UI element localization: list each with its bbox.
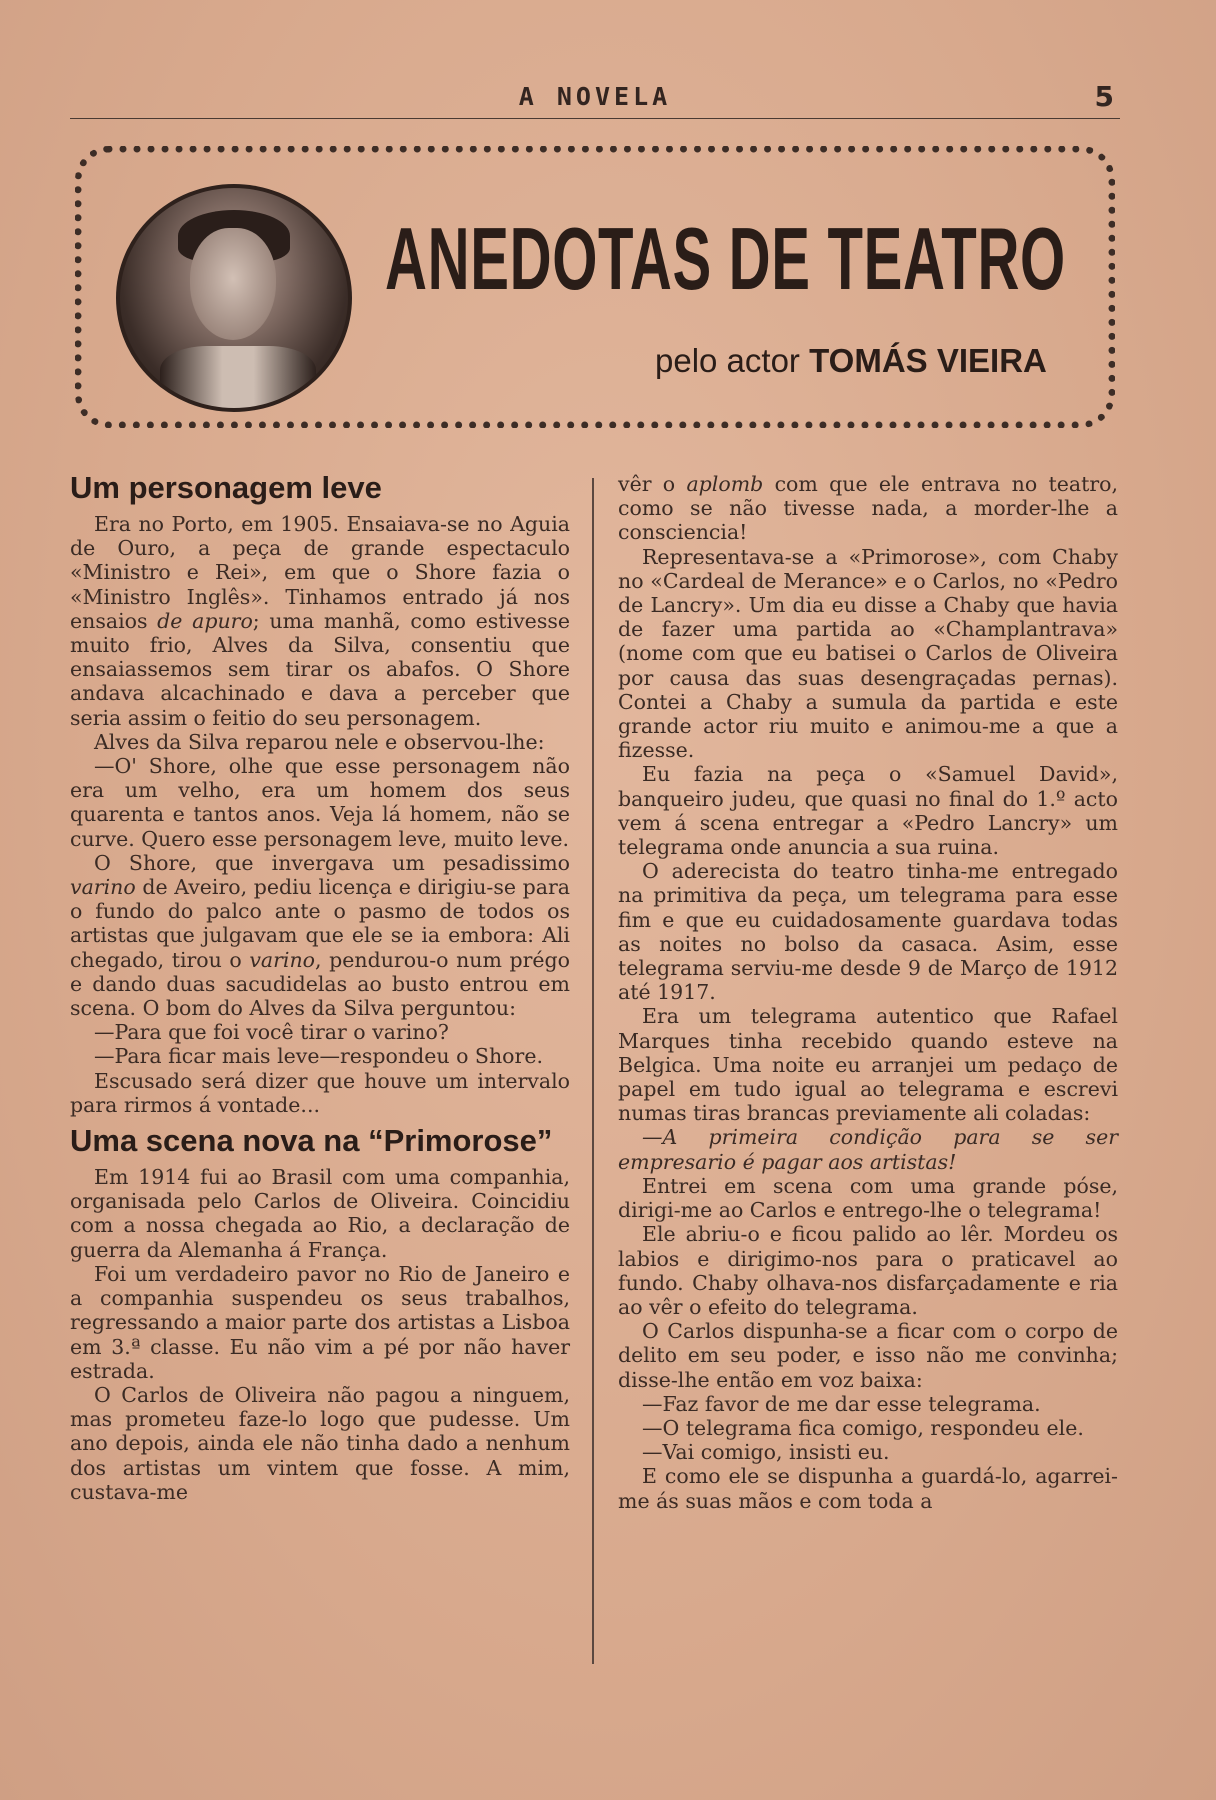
right-column (618, 472, 1118, 1513)
article-paragraph: O Carlos de Oliveira não pagou a ninguem, mas prometeu faze-lo logo que pudesse. Um ano depois, ainda ele não tinha dado a nenhum dos artistas um vintem que fosse. A mim, custava-me (70, 1382, 570, 1504)
byline-prefix: pelo actor (655, 342, 800, 379)
column-divider (592, 478, 594, 1664)
article-paragraph: O Shore, que invergava um pesadissimo varino de Aveiro, pediu licença e dirigiu-se para o fundo do palco ante o pasmo de todos os artistas que julgavam que ele se ia embora: Ali chegado, tirou o varino, pendurou-o num prégo e dando duas sacudidelas ao busto entrou em scena. O bom do Alves da Silva perguntou: (70, 850, 570, 1021)
article-paragraph: —O telegrama fica comigo, respondeu ele. (642, 1415, 1084, 1440)
article-paragraph: Entrei em scena com uma grande póse, dirigi-me ao Carlos e entrego-lhe o telegrama! (618, 1173, 1118, 1223)
article-paragraph: O aderecista do teatro tinha-me entregado na primitiva da peça, um telegrama para esse fim e que eu cuidadosamente guardava todas as noites no bolso da casaca. Asim, esse telegrama serviu-me desde 9 de Março de 1912 até 1917. (618, 859, 1118, 1005)
article-heading: Uma scena nova na “Primorose” (70, 1123, 553, 1159)
article-paragraph: Foi um verdadeiro pavor no Rio de Janeiro e a companhia suspendeu os seus trabalhos, regressando a maior parte dos artistas a Lisboa em 3.ª classe. Eu não vim a pé por não haver estrada. (70, 1261, 570, 1383)
article-paragraph: Alves da Silva reparou nele e observou-lhe: (94, 729, 545, 754)
article-paragraph: Era um telegrama autentico que Rafael Marques tinha recebido quando esteve na Belgica. Uma noite eu arranjei um pedaço de papel em tudo igual ao telegrama e escrevi numas tiras brancas previamente ali coladas: (618, 1004, 1118, 1126)
article-paragraph: —Para ficar mais leve—respondeu o Shore. (94, 1044, 543, 1069)
journal-title: A NOVELA (518, 82, 672, 111)
author-portrait (116, 184, 352, 412)
article-paragraph: Ele abriu-o e ficou palido ao lêr. Mordeu os labios e dirigimo-nos para o praticavel ao fundo. Chaby olhava-nos disfarçadamente e ria ao vêr o efeito do telegrama. (618, 1222, 1118, 1319)
portrait-face (190, 228, 276, 340)
article-paragraph: vêr o aplomb com que ele entrava no teatro, como se não tivesse nada, a morder-lhe a consciencia! (618, 472, 1118, 545)
section-title: ANEDOTAS DE TEATRO (385, 209, 1066, 308)
article-paragraph: Em 1914 fui ao Brasil com uma companhia, organisada pelo Carlos de Oliveira. Coincidiu com a nossa chegada ao Rio, a declaração de guerra da Alemanha á França. (70, 1165, 570, 1262)
running-head (70, 82, 1120, 119)
article-paragraph: —Faz favor de me dar esse telegrama. (642, 1391, 1041, 1416)
article-paragraph: O Carlos dispunha-se a ficar com o corpo de delito em seu poder, e isso não me convinha; disse-lhe então em voz baixa: (618, 1319, 1118, 1392)
article-paragraph: —Vai comigo, insisti eu. (642, 1440, 890, 1465)
article-paragraph: Escusado será dizer que houve um intervalo para rirmos á vontade... (70, 1068, 570, 1117)
article-paragraph: —O' Shore, olhe que esse personagem não era um velho, era um homem dos seus quarenta e tantos anos. Veja lá homem, não se curve. Quero esse personagem leve, muito leve. (70, 754, 570, 851)
article-paragraph: Era no Porto, em 1905. Ensaiava-se no Aguia de Ouro, a peça de grande espectaculo «Ministro e Rei», em que o Shore fazia o «Ministro Inglês». Tinhamos entrado já nos ensaios de apuro; uma manhã, como estivesse muito frio, Alves da Silva, consentiu que ensaiassemos sem tirar os abafos. O Shore andava alcachinado e dava a perceber que seria assim o feitio do seu personagem. (70, 512, 570, 730)
left-column (70, 470, 570, 1504)
article-paragraph: Representava-se a «Primorose», com Chaby no «Cardeal de Merance» e o Carlos, no «Pedro de Lancry». Um dia eu disse a Chaby que havia de fazer uma partida ao «Champlantrava» (nome com que eu batisei o Carlos de Oliveira por causa das suas desengraçadas pernas). Contei a Chaby a sumula da partida e este grande actor riu muito e animou-me a que a fizesse. (618, 544, 1118, 763)
portrait-collar (160, 346, 316, 412)
byline-author: TOMÁS VIEIRA (809, 342, 1047, 379)
article-paragraph: —A primeira condição para se ser empresario é pagar aos artistas! (618, 1125, 1118, 1174)
article-heading: Um personagem leve (70, 470, 382, 505)
article-paragraph: —Para que foi você tirar o varino? (94, 1020, 449, 1045)
byline (655, 342, 1047, 380)
page-number: 5 (1094, 80, 1114, 113)
article-paragraph: E como ele se dispunha a guardá-lo, agarrei-me ás suas mãos e com toda a (618, 1464, 1118, 1513)
article-paragraph: Eu fazia na peça o «Samuel David», banqueiro judeu, que quasi no final do 1.º acto vem á scena entregar a «Pedro Lancry» um telegrama onde anuncia a sua ruina. (618, 762, 1118, 860)
